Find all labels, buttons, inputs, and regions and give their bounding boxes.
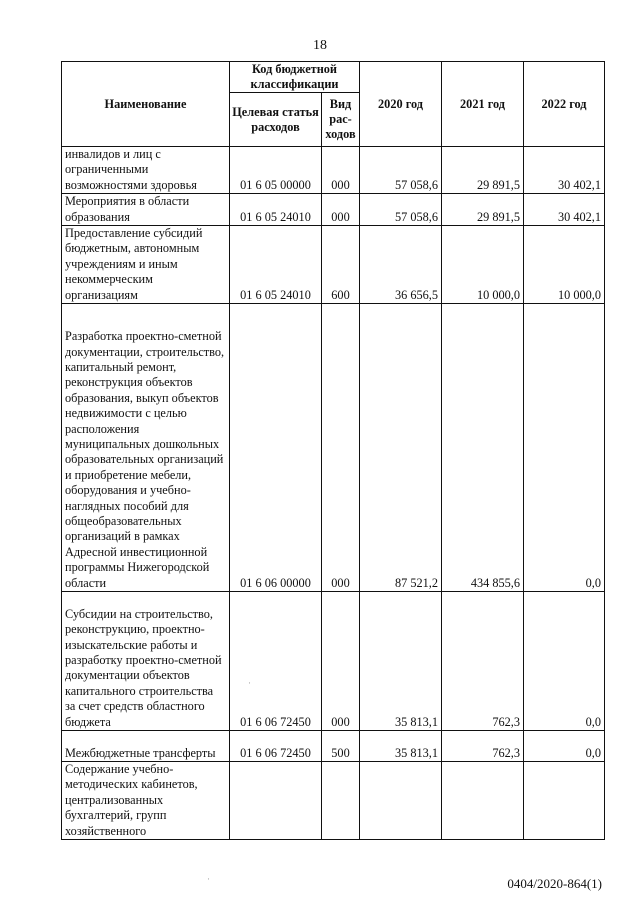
- row-value-2020: 87 521,2: [360, 304, 442, 592]
- budget-table: [61, 61, 605, 840]
- document-code: 0404/2020-864(1): [507, 876, 602, 891]
- row-target-code: 01 6 05 24010: [230, 226, 322, 304]
- scan-speck: ·: [248, 678, 251, 688]
- row-expense-kind: 000: [322, 147, 360, 194]
- table-row: [62, 226, 605, 304]
- row-value-2020: 35 813,1: [360, 592, 442, 731]
- row-target-code: 01 6 05 00000: [230, 147, 322, 194]
- row-expense-kind: [322, 762, 360, 840]
- row-value-2022: 0,0: [524, 731, 605, 762]
- row-target-code: 01 6 06 00000: [230, 304, 322, 592]
- row-value-2021: 434 855,6: [442, 304, 524, 592]
- row-value-2022: 30 402,1: [524, 194, 605, 226]
- table-row: [62, 762, 605, 840]
- row-value-2022: [524, 762, 605, 840]
- row-name: инвалидов и лиц с ограниченными возможностями здоровья: [62, 147, 230, 194]
- row-name: Мероприятия в области образования: [62, 194, 230, 226]
- row-name: Субсидии на строительство, реконструкцию, проектно-изыскательские работы и разработку проектно-сметной документации объектов капитального строительства за счет средств областного бюджета: [62, 592, 230, 731]
- row-expense-kind: 000: [322, 194, 360, 226]
- row-value-2020: 35 813,1: [360, 731, 442, 762]
- row-target-code: 01 6 06 72450: [230, 592, 322, 731]
- row-value-2020: 36 656,5: [360, 226, 442, 304]
- row-value-2021: 29 891,5: [442, 147, 524, 194]
- row-value-2021: 762,3: [442, 592, 524, 731]
- row-target-code: 01 6 06 72450: [230, 731, 322, 762]
- header-name: Наименование: [62, 62, 230, 147]
- table-row: [62, 194, 605, 226]
- table-row: [62, 731, 605, 762]
- row-value-2021: [442, 762, 524, 840]
- header-budget-code: Код бюджетной классификации: [230, 62, 360, 93]
- table-row: [62, 147, 605, 194]
- header-2020: 2020 год: [360, 62, 442, 147]
- table-row: [62, 304, 605, 592]
- header-2021: 2021 год: [442, 62, 524, 147]
- row-name: Разработка проектно-сметной документации, строительство, капитальный ремонт, реконструкция объектов образования, выкуп объектов недвижимости с целью расположения муниципальных дошкольных образовательных организаций и приобретение мебели, оборудования и учебно-наглядных пособий для общеобразовательных организаций в рамках Адресной инвестиционной программы Нижегородской области: [62, 304, 230, 592]
- row-expense-kind: 000: [322, 304, 360, 592]
- table-row: [62, 592, 605, 731]
- row-name: Межбюджетные трансферты: [62, 731, 230, 762]
- row-value-2022: 30 402,1: [524, 147, 605, 194]
- row-value-2020: [360, 762, 442, 840]
- row-value-2020: 57 058,6: [360, 194, 442, 226]
- row-value-2021: 762,3: [442, 731, 524, 762]
- row-target-code: [230, 762, 322, 840]
- row-expense-kind: 500: [322, 731, 360, 762]
- row-value-2022: 0,0: [524, 304, 605, 592]
- row-expense-kind: 600: [322, 226, 360, 304]
- row-value-2021: 29 891,5: [442, 194, 524, 226]
- header-expense-kind: Вид рас-ходов: [322, 93, 360, 147]
- row-name: Содержание учебно-методических кабинетов, централизованных бухгалтерий, групп хозяйственного: [62, 762, 230, 840]
- page-number: 18: [313, 38, 327, 53]
- row-name: Предоставление субсидий бюджетным, автономным учреждениям и иным некоммерческим организациям: [62, 226, 230, 304]
- scan-speck: ·: [207, 874, 210, 884]
- row-value-2020: 57 058,6: [360, 147, 442, 194]
- row-value-2022: 10 000,0: [524, 226, 605, 304]
- row-value-2022: 0,0: [524, 592, 605, 731]
- row-target-code: 01 6 05 24010: [230, 194, 322, 226]
- row-value-2021: 10 000,0: [442, 226, 524, 304]
- header-2022: 2022 год: [524, 62, 605, 147]
- row-expense-kind: 000: [322, 592, 360, 731]
- header-target-article: Целевая статья расходов: [230, 93, 322, 147]
